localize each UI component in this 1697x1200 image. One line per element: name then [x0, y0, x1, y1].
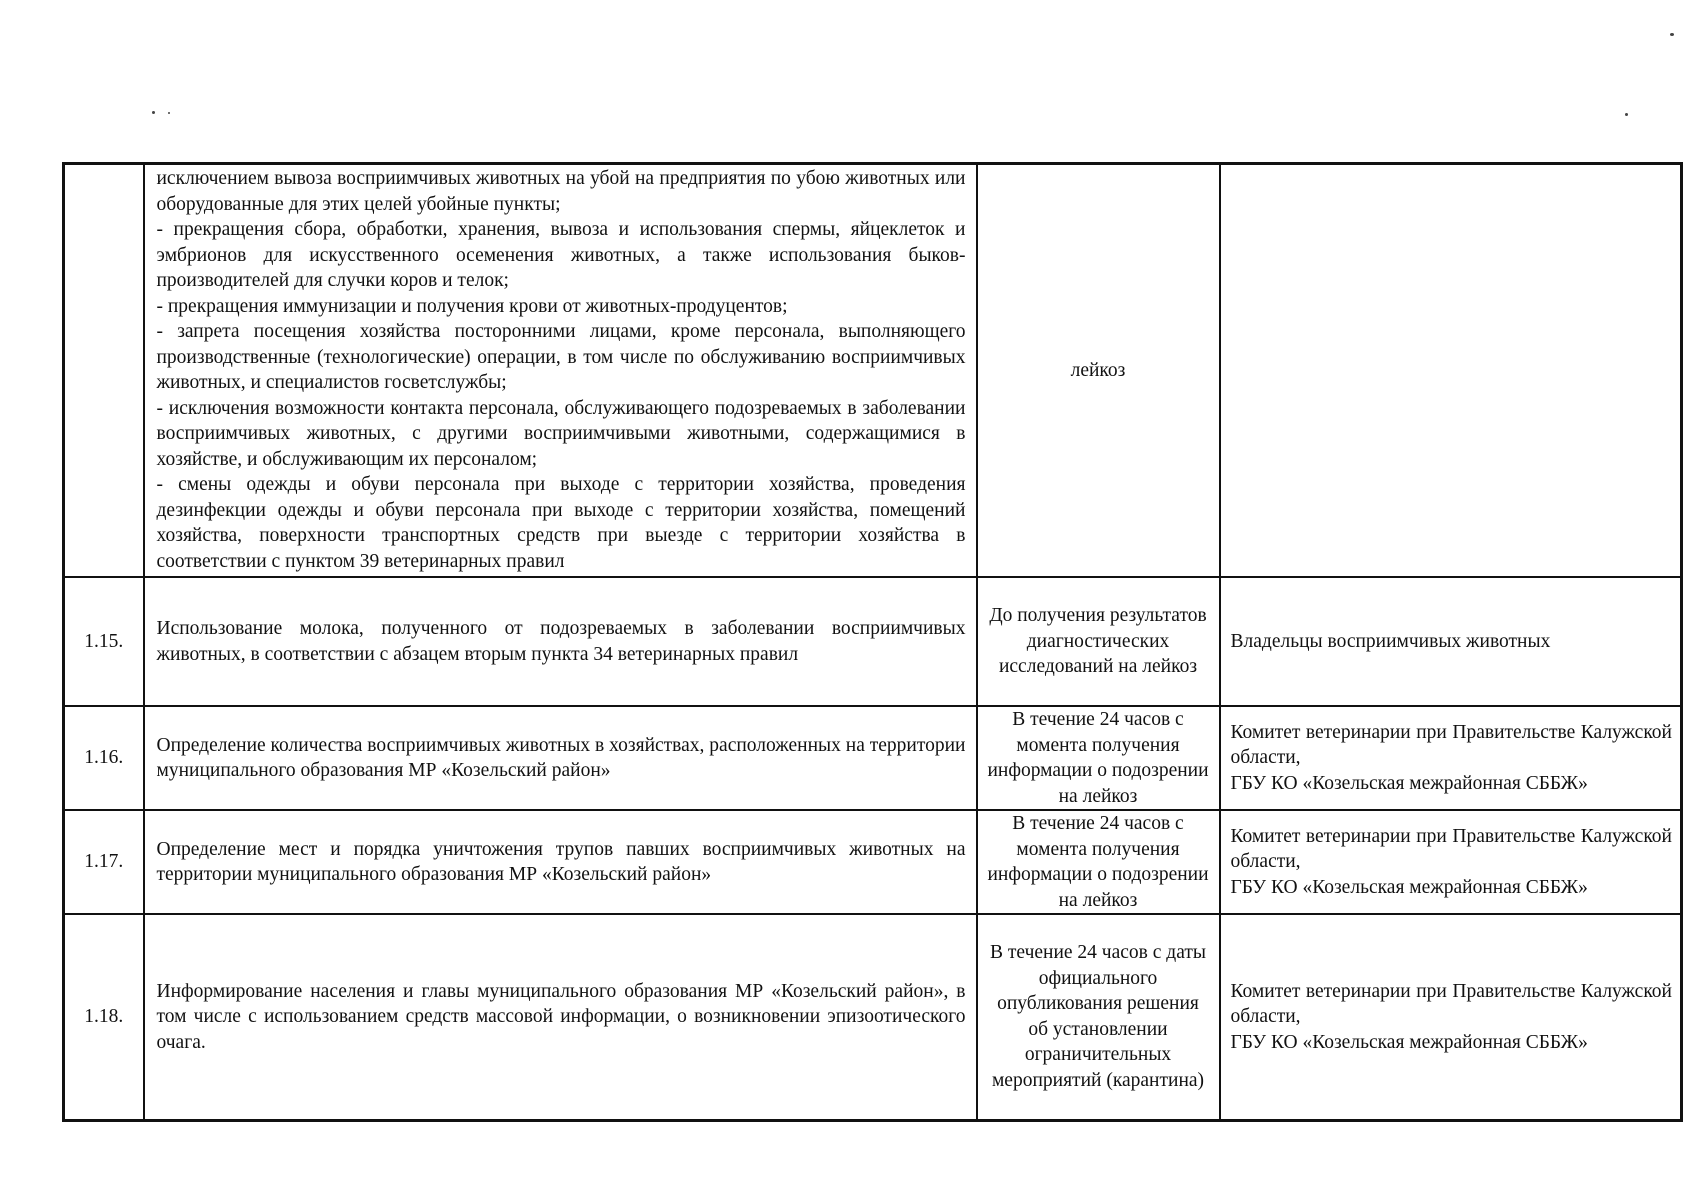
- measures-table: [62, 162, 1683, 1122]
- scan-speck: [152, 111, 155, 114]
- action-line: - прекращения сбора, обработки, хранения, вывоза и использования спермы, яйцеклеток и эмбрионов для искусственного осеменения животных, а также использования быков-производителей для случки коров и телок;: [156, 219, 966, 291]
- row-number: 1.16.: [64, 706, 144, 810]
- action-cell: Использование молока, полученного от подозреваемых в заболевании восприимчивых животных, в соответствии с абзацем вторым пункта 34 ветеринарных правил: [144, 577, 977, 706]
- action-cell: Определение количества восприимчивых животных в хозяйствах, расположенных на территории муниципального образования МР «Козельский район»: [144, 706, 977, 810]
- scan-speck: [168, 112, 170, 114]
- action-cell: [144, 164, 977, 578]
- responsible-cell: Владельцы восприимчивых животных: [1220, 577, 1682, 706]
- row-number: [64, 164, 144, 578]
- responsible-cell: [1220, 914, 1682, 1120]
- action-line: - исключения возможности контакта персонала, обслуживающего подозреваемых в заболевании восприимчивых животных, с другими восприимчивыми животными, содержащимися в хозяйстве, и обслуживающим их персоналом;: [156, 397, 966, 470]
- table-row: [64, 164, 1682, 578]
- table-row: [64, 914, 1682, 1120]
- responsible-line: Комитет ветеринарии при Правительстве Калужской области,: [1230, 721, 1672, 769]
- term-cell: В течение 24 часов с момента получения информации о подозрении на лейкоз: [977, 706, 1220, 810]
- responsible-line: ГБУ КО «Козельская межрайонная СББЖ»: [1230, 1031, 1588, 1053]
- action-line: - прекращения иммунизации и получения крови от животных-продуцентов;: [156, 295, 788, 317]
- responsible-line: ГБУ КО «Козельская межрайонная СББЖ»: [1230, 876, 1588, 898]
- row-number: 1.15.: [64, 577, 144, 706]
- term-cell: До получения результатов диагностических исследований на лейкоз: [977, 577, 1220, 706]
- responsible-cell: [1220, 164, 1682, 578]
- table-row: [64, 810, 1682, 914]
- term-cell: В течение 24 часов с момента получения информации о подозрении на лейкоз: [977, 810, 1220, 914]
- responsible-line: Комитет ветеринарии при Правительстве Калужской области,: [1230, 980, 1672, 1027]
- table-row: [64, 577, 1682, 706]
- term-cell: лейкоз: [977, 164, 1220, 578]
- row-number: 1.18.: [64, 914, 144, 1120]
- action-line: - смены одежды и обуви персонала при выходе с территории хозяйства, проведения дезинфекции одежды и обуви персонала при выходе с территории хозяйства, помещений хозяйства, поверхности транспортных средств при выезде с территории хозяйства в соответствии с пунктом 39 ветеринарных правил: [156, 474, 966, 572]
- table-row: [64, 706, 1682, 810]
- responsible-cell: [1220, 706, 1682, 810]
- responsible-cell: [1220, 810, 1682, 914]
- action-line: - запрета посещения хозяйства посторонними лицами, кроме персонала, выполняющего производственные (технологические) операции, в том числе по обслуживанию восприимчивых животных, и специалистов госветслужбы;: [156, 321, 966, 393]
- action-line: исключением вывоза восприимчивых животных на убой на предприятия по убою животных или оборудованные для этих целей убойные пункты;: [156, 168, 966, 215]
- action-cell: Определение мест и порядка уничтожения трупов павших восприимчивых животных на территории муниципального образования МР «Козельский район»: [144, 810, 977, 914]
- responsible-line: ГБУ КО «Козельская межрайонная СББЖ»: [1230, 772, 1588, 794]
- row-number: 1.17.: [64, 810, 144, 914]
- responsible-line: Комитет ветеринарии при Правительстве Калужской области,: [1230, 825, 1672, 873]
- scan-speck: [1625, 113, 1628, 116]
- action-cell: Информирование населения и главы муниципального образования МР «Козельский район», в том числе с использованием средств массовой информации, о возникновении эпизоотического очага.: [144, 914, 977, 1120]
- term-cell: В течение 24 часов с даты официального опубликования решения об установлении ограничительных мероприятий (карантина): [977, 914, 1220, 1120]
- scan-speck: [1670, 33, 1674, 36]
